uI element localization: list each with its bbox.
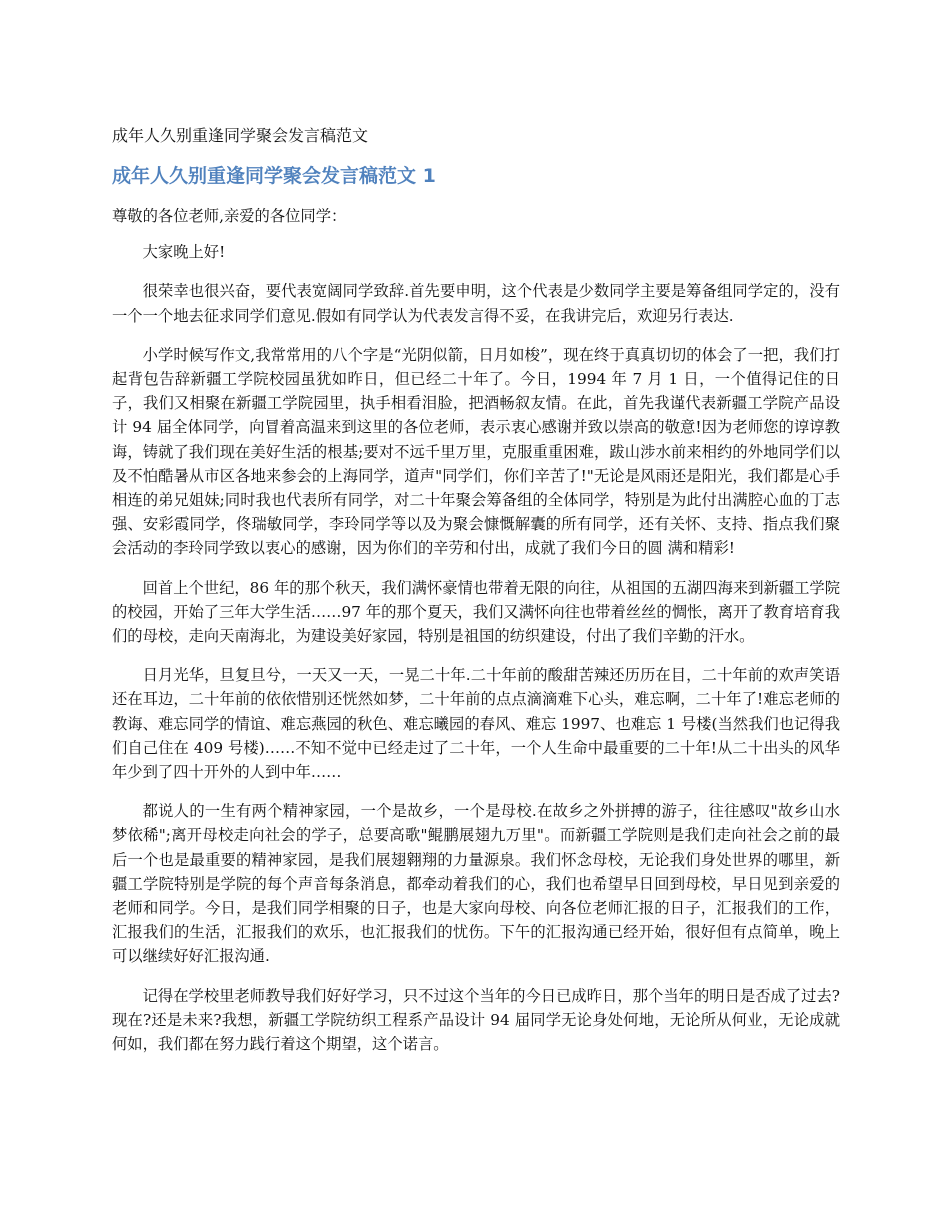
paragraph-4: 日月光华，旦复旦兮，一天又一天，一晃二十年.二十年前的酸甜苦辣还历历在目，二十年前的欢声笑语还在耳边，二十年前的依依惜别还恍然如梦，二十年前的点点滴滴难下心头，难忘啊，二十年了!难忘老师的教诲、难忘同学的情谊、难忘燕园的秋色、难忘曦园的春风、难忘 1997、也难忘 1 号楼(当然我们也记得我们自己住在 409 号楼)……不知不觉中已经走过了二十年，一个人生命中最重要的二十年!从二十出头的风华年少到了四十开外的人到中年…… (112, 666, 840, 782)
paragraph-1: 很荣幸也很兴奋，要代表宽阔同学致辞.首先要申明，这个代表是少数同学主要是筹备组同学定的，没有一个一个地去征求同学们意见.假如有同学认为代表发言得不妥，在我讲完后，欢迎另行表达. (112, 282, 840, 325)
document-title: 成年人久别重逢同学聚会发言稿范文 (112, 126, 369, 145)
document-body (112, 204, 840, 1071)
paragraph-3: 回首上个世纪，86 年的那个秋天，我们满怀豪情也带着无限的向往，从祖国的五湖四海来到新疆工学院的校园，开始了三年大学生活……97 年的那个夏天，我们又满怀向往也带着丝丝的惆怅，离开了教育培育我们的母校，走向天南海北，为建设美好家园，特别是祖国的纺织建设，付出了我们辛勤的汗水。 (112, 578, 840, 646)
paragraph-5: 都说人的一生有两个精神家园，一个是故乡，一个是母校.在故乡之外拼搏的游子，往往感叹"故乡山水梦依稀";离开母校走向社会的学子，总要高歌"鲲鹏展翅九万里"。而新疆工学院则是我们走向社会之前的最后一个也是最重要的精神家园，是我们展翅翱翔的力量源泉。我们怀念母校，无论我们身处世界的哪里，新疆工学院特别是学院的每个声音每条消息，都牵动着我们的心，我们也希望早日回到母校，早日见到亲爱的老师和同学。今日，是我们同学相聚的日子，也是大家向母校、向各位老师汇报的日子，汇报我们的工作，汇报我们的生活，汇报我们的欢乐，也汇报我们的忧伤。下午的汇报沟通已经开始，很好但有点简单，晚上可以继续好好汇报沟通. (112, 802, 840, 966)
paragraph-greeting: 大家晚上好! (142, 243, 226, 262)
salutation: 尊敬的各位老师,亲爱的各位同学： (112, 207, 347, 225)
paragraph-2: 小学时候写作文,我常常用的八个字是“光阴似箭，日月如梭”，现在终于真真切切的体会了一把，我们打起背包告辞新疆工学院校园虽犹如昨日，但已经二十年了。今日，1994 年 7 月 1 日，一个值得记住的日子，我们又相聚在新疆工学院园里，执手相看泪脸，把酒畅叙友情。在此，首先我谨代表新疆工学院产品设计 94 届全体同学，向冒着高温来到这里的各位老师，表示衷心感谢并致以崇高的敬意!因为老师您的谆谆教诲，铸就了我们现在美好生活的根基;要对不远千里万里，克服重重困难，跋山涉水前来相约的外地同学们以及不怕酷暑从市区各地来参会的上海同学，道声"同学们，你们辛苦了!"无论是风雨还是阳光，我们都是心手相连的弟兄姐妹;同时我也代表所有同学，对二十年聚会筹备组的全体同学，特别是为此付出满腔心血的丁志强、安彩霞同学，佟瑞敏同学，李玲同学等以及为聚会慷慨解囊的所有同学，还有关怀、支持、指点我们聚会活动的李玲同学致以衷心的感谢，因为你们的辛劳和付出，成就了我们今日的圆 满和精彩! (112, 345, 840, 558)
section-heading: 成年人久别重逢同学聚会发言稿范文 1 (112, 165, 436, 187)
paragraph-6: 记得在学校里老师教导我们好好学习，只不过这个当年的今日已成昨日，那个当年的明日是否成了过去?现在?还是未来?我想，新疆工学院纺织工程系产品设计 94 届同学无论身处何地，无论所从何业，无论成就何如，我们都在努力践行着这个期望，这个诺言。 (112, 986, 840, 1054)
